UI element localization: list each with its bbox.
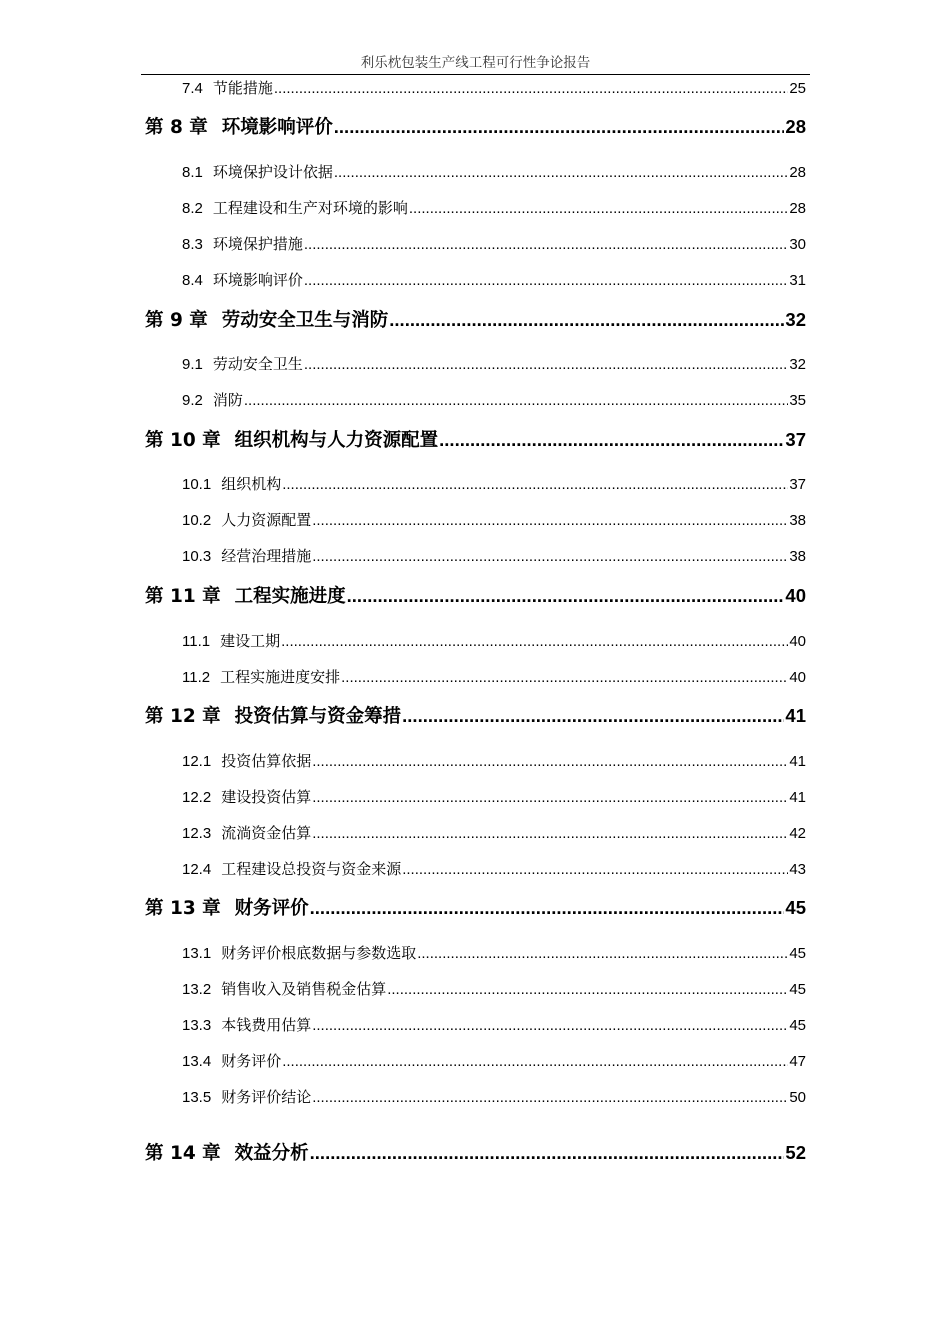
toc-entry-title: 建设投资估算 [221, 788, 312, 806]
toc-entry-number: 8.3 [182, 236, 203, 253]
toc-entry-number: 13.5 [182, 1089, 212, 1106]
toc-chapter-number: 第 9 章 [145, 310, 208, 331]
toc-entry-13-5[interactable] [182, 1086, 806, 1108]
toc-chapter-8[interactable] [145, 114, 806, 140]
toc-entry-number: 9.2 [182, 392, 203, 409]
toc-dot-leader [439, 427, 784, 453]
toc-entry-13-1[interactable] [182, 942, 806, 964]
toc-dot-leader [312, 787, 788, 808]
toc-dot-leader [402, 859, 788, 880]
toc-dot-leader [402, 703, 784, 729]
toc-dot-leader [304, 270, 788, 291]
toc-entry-9-1[interactable] [182, 353, 806, 375]
toc-chapter-page: 37 [785, 429, 806, 450]
toc-dot-leader [310, 895, 785, 921]
toc-dot-leader [312, 823, 788, 844]
toc-entry-number: 11.2 [182, 669, 211, 686]
toc-entry-number: 10.3 [182, 548, 212, 565]
toc-chapter-title: 效益分析 [234, 1143, 309, 1164]
toc-entry-page: 41 [789, 753, 806, 770]
toc-dot-leader [244, 390, 788, 411]
toc-chapter-page: 45 [785, 897, 806, 918]
toc-entry-number: 13.1 [182, 945, 212, 962]
toc-chapter-number: 第 8 章 [145, 117, 208, 138]
toc-chapter-title: 工程实施进度 [234, 586, 346, 607]
toc-entry-title: 环境影响评价 [212, 271, 303, 289]
toc-entry-10-1[interactable] [182, 473, 806, 495]
toc-dot-leader [310, 1140, 785, 1166]
toc-dot-leader [274, 78, 788, 99]
toc-entry-page: 38 [789, 548, 806, 565]
toc-chapter-11[interactable] [145, 583, 806, 609]
toc-entry-10-2[interactable] [182, 509, 806, 531]
toc-chapter-title: 环境影响评价 [221, 117, 333, 138]
toc-entry-page: 47 [789, 1053, 806, 1070]
toc-dot-leader [341, 667, 788, 688]
toc-entry-page: 42 [789, 825, 806, 842]
toc-entry-12-2[interactable] [182, 786, 806, 808]
toc-entry-number: 12.2 [182, 789, 212, 806]
toc-entry-page: 25 [789, 80, 806, 97]
toc-chapter-title: 组织机构与人力资源配置 [234, 430, 439, 451]
toc-entry-number: 9.1 [182, 356, 203, 373]
toc-chapter-page: 52 [785, 1142, 806, 1163]
toc-chapter-14[interactable] [145, 1140, 806, 1166]
toc-entry-title: 组织机构 [221, 475, 282, 493]
toc-entry-12-3[interactable] [182, 822, 806, 844]
toc-dot-leader [347, 583, 785, 609]
toc-entry-7-4[interactable] [182, 77, 806, 99]
toc-entry-title: 销售收入及销售税金估算 [221, 980, 387, 998]
toc-dot-leader [417, 943, 788, 964]
toc-chapter-9[interactable] [145, 307, 806, 333]
toc-entry-page: 31 [789, 272, 806, 289]
toc-entry-number: 12.3 [182, 825, 212, 842]
toc-entry-number: 11.1 [182, 633, 211, 650]
toc-entry-11-1[interactable] [182, 630, 806, 652]
toc-entry-page: 37 [789, 476, 806, 493]
toc-entry-page: 41 [789, 789, 806, 806]
toc-entry-8-4[interactable] [182, 269, 806, 291]
toc-dot-leader [282, 1051, 788, 1072]
toc-chapter-10[interactable] [145, 427, 806, 453]
toc-entry-title: 经营治理措施 [221, 547, 312, 565]
toc-entry-title: 人力资源配置 [221, 511, 312, 529]
toc-chapter-title: 投资估算与资金筹措 [234, 706, 402, 727]
toc-entry-number: 10.1 [182, 476, 212, 493]
toc-chapter-13[interactable] [145, 895, 806, 921]
toc-entry-number: 8.2 [182, 200, 203, 217]
toc-entry-title: 流淌资金估算 [221, 824, 312, 842]
document-title: 利乐枕包装生产线工程可行性争论报告 [360, 55, 591, 71]
toc-chapter-number: 第 12 章 [145, 706, 221, 727]
toc-entry-title: 投资估算依据 [221, 752, 312, 770]
toc-entry-number: 8.1 [182, 164, 203, 181]
toc-entry-title: 节能措施 [212, 79, 273, 97]
toc-chapter-title: 财务评价 [234, 898, 309, 919]
toc-dot-leader [334, 162, 788, 183]
toc-dot-leader [312, 546, 788, 567]
toc-entry-title: 环境保护设计依据 [212, 163, 333, 181]
toc-chapter-title: 劳动安全卫生与消防 [221, 310, 389, 331]
toc-entry-8-1[interactable] [182, 161, 806, 183]
toc-entry-page: 35 [789, 392, 806, 409]
toc-dot-leader [312, 510, 788, 531]
toc-entry-11-2[interactable] [182, 666, 806, 688]
toc-chapter-page: 41 [785, 705, 806, 726]
toc-entry-page: 40 [789, 669, 806, 686]
toc-entry-title: 建设工期 [220, 632, 281, 650]
toc-dot-leader [304, 354, 788, 375]
toc-entry-page: 45 [789, 1017, 806, 1034]
toc-entry-13-2[interactable] [182, 978, 806, 1000]
toc-chapter-page: 40 [785, 585, 806, 606]
toc-entry-number: 10.2 [182, 512, 212, 529]
toc-entry-page: 28 [789, 200, 806, 217]
toc-entry-page: 28 [789, 164, 806, 181]
toc-chapter-number: 第 13 章 [145, 898, 221, 919]
toc-entry-9-2[interactable] [182, 389, 806, 411]
toc-dot-leader [304, 234, 788, 255]
toc-dot-leader [409, 198, 788, 219]
toc-entry-title: 工程实施进度安排 [220, 668, 341, 686]
toc-entry-13-3[interactable] [182, 1014, 806, 1036]
toc-entry-page: 32 [789, 356, 806, 373]
toc-chapter-12[interactable] [145, 703, 806, 729]
toc-entry-page: 45 [789, 981, 806, 998]
toc-entry-number: 7.4 [182, 80, 203, 97]
toc-dot-leader [282, 474, 788, 495]
toc-entry-number: 12.1 [182, 753, 212, 770]
toc-entry-number: 13.2 [182, 981, 212, 998]
toc-dot-leader [387, 979, 788, 1000]
toc-entry-number: 8.4 [182, 272, 203, 289]
toc-entry-number: 12.4 [182, 861, 212, 878]
toc-dot-leader [281, 631, 788, 652]
toc-entry-page: 40 [789, 633, 806, 650]
toc-entry-8-3[interactable] [182, 233, 806, 255]
toc-entry-8-2[interactable] [182, 197, 806, 219]
toc-entry-page: 50 [789, 1089, 806, 1106]
toc-dot-leader [389, 307, 784, 333]
toc-entry-title: 财务评价 [221, 1052, 282, 1070]
toc-chapter-page: 28 [785, 116, 806, 137]
toc-entry-title: 环境保护措施 [212, 235, 303, 253]
toc-dot-leader [312, 1087, 788, 1108]
toc-dot-leader [312, 751, 788, 772]
toc-dot-leader [312, 1015, 788, 1036]
toc-entry-12-4[interactable] [182, 858, 806, 880]
toc-entry-page: 45 [789, 945, 806, 962]
toc-entry-title: 消防 [212, 391, 243, 409]
toc-chapter-number: 第 14 章 [145, 1143, 221, 1164]
toc-chapter-number: 第 10 章 [145, 430, 221, 451]
toc-entry-page: 30 [789, 236, 806, 253]
toc-entry-page: 38 [789, 512, 806, 529]
toc-entry-title: 劳动安全卫生 [212, 355, 303, 373]
toc-entry-title: 工程建设和生产对环境的影响 [212, 199, 408, 217]
toc-dot-leader [334, 114, 785, 140]
toc-entry-number: 13.4 [182, 1053, 212, 1070]
toc-entry-title: 工程建设总投资与资金来源 [221, 860, 402, 878]
toc-chapter-number: 第 11 章 [145, 586, 221, 607]
toc-chapter-page: 32 [785, 309, 806, 330]
toc-entry-12-1[interactable] [182, 750, 806, 772]
toc-entry-title: 财务评价根底数据与参数选取 [221, 944, 417, 962]
toc-entry-number: 13.3 [182, 1017, 212, 1034]
toc-entry-page: 43 [789, 861, 806, 878]
toc-entry-10-3[interactable] [182, 545, 806, 567]
toc-entry-13-4[interactable] [182, 1050, 806, 1072]
toc-entry-title: 本钱费用估算 [221, 1016, 312, 1034]
toc-entry-title: 财务评价结论 [221, 1088, 312, 1106]
